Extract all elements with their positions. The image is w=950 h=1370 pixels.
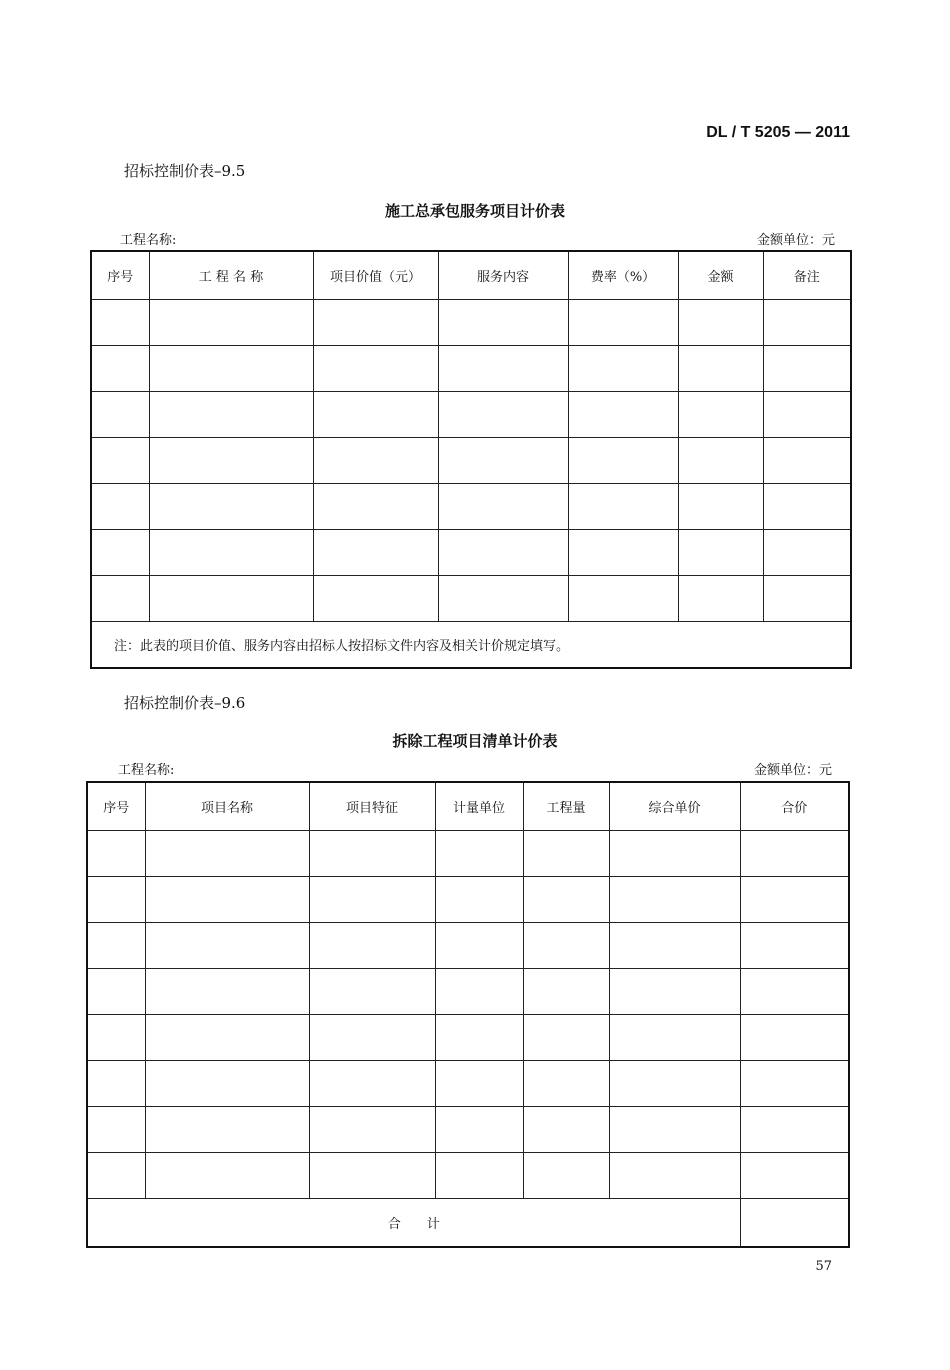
- col-header-amount: 金额: [678, 251, 763, 300]
- col-header-index: 序号: [91, 251, 149, 300]
- col-header-unit-price: 综合单价: [609, 782, 740, 831]
- table-row: [87, 1015, 849, 1061]
- table-row: [87, 877, 849, 923]
- table-row: [91, 576, 851, 622]
- table-row: [87, 1107, 849, 1153]
- project-name-label: 工程名称:: [120, 233, 177, 248]
- note-row: [91, 622, 851, 669]
- table-row: [87, 969, 849, 1015]
- table-row: [91, 438, 851, 484]
- col-header-total-price: 合价: [740, 782, 849, 831]
- col-header-quantity: 工程量: [523, 782, 609, 831]
- table-header-row: [87, 782, 849, 831]
- table-title-9-6: 拆除工程项目清单计价表: [392, 732, 558, 750]
- table-title-9-5: 施工总承包服务项目计价表: [384, 202, 565, 220]
- page-number: 57: [815, 1259, 832, 1274]
- col-header-unit: 计量单位: [435, 782, 523, 831]
- standard-code: DL / T 5205 — 2011: [706, 124, 850, 141]
- table-row: [91, 530, 851, 576]
- demolition-bill-table: [86, 781, 850, 1248]
- table-row: [91, 300, 851, 346]
- form-label-9-6: 招标控制价表–9.6: [124, 694, 246, 712]
- col-header-index: 序号: [87, 782, 145, 831]
- col-header-project-value: 项目价值（元）: [313, 251, 438, 300]
- col-header-service-content: 服务内容: [438, 251, 568, 300]
- table-header-row: [91, 251, 851, 300]
- total-row: [87, 1199, 849, 1248]
- col-header-item-feature: 项目特征: [309, 782, 435, 831]
- form-label-9-5: 招标控制价表–9.5: [124, 162, 246, 180]
- table-note: 注：此表的项目价值、服务内容由招标人按招标文件内容及相关计价规定填写。: [91, 622, 851, 669]
- table-row: [87, 1061, 849, 1107]
- table-row: [87, 923, 849, 969]
- table-row: [87, 1153, 849, 1199]
- table-row: [91, 346, 851, 392]
- col-header-remarks: 备注: [763, 251, 851, 300]
- total-value-cell: [740, 1199, 849, 1248]
- col-header-item-name: 项目名称: [145, 782, 309, 831]
- amount-unit-label: 金额单位：元: [753, 763, 832, 778]
- table-row: [91, 484, 851, 530]
- col-header-project-name: 工 程 名 称: [149, 251, 313, 300]
- general-contract-service-table: [90, 250, 852, 669]
- col-header-rate: 费率（%）: [568, 251, 678, 300]
- table-row: [91, 392, 851, 438]
- project-name-label: 工程名称:: [118, 763, 175, 778]
- total-label: 合 计: [87, 1199, 740, 1248]
- table-row: [87, 831, 849, 877]
- amount-unit-label: 金额单位：元: [756, 233, 835, 248]
